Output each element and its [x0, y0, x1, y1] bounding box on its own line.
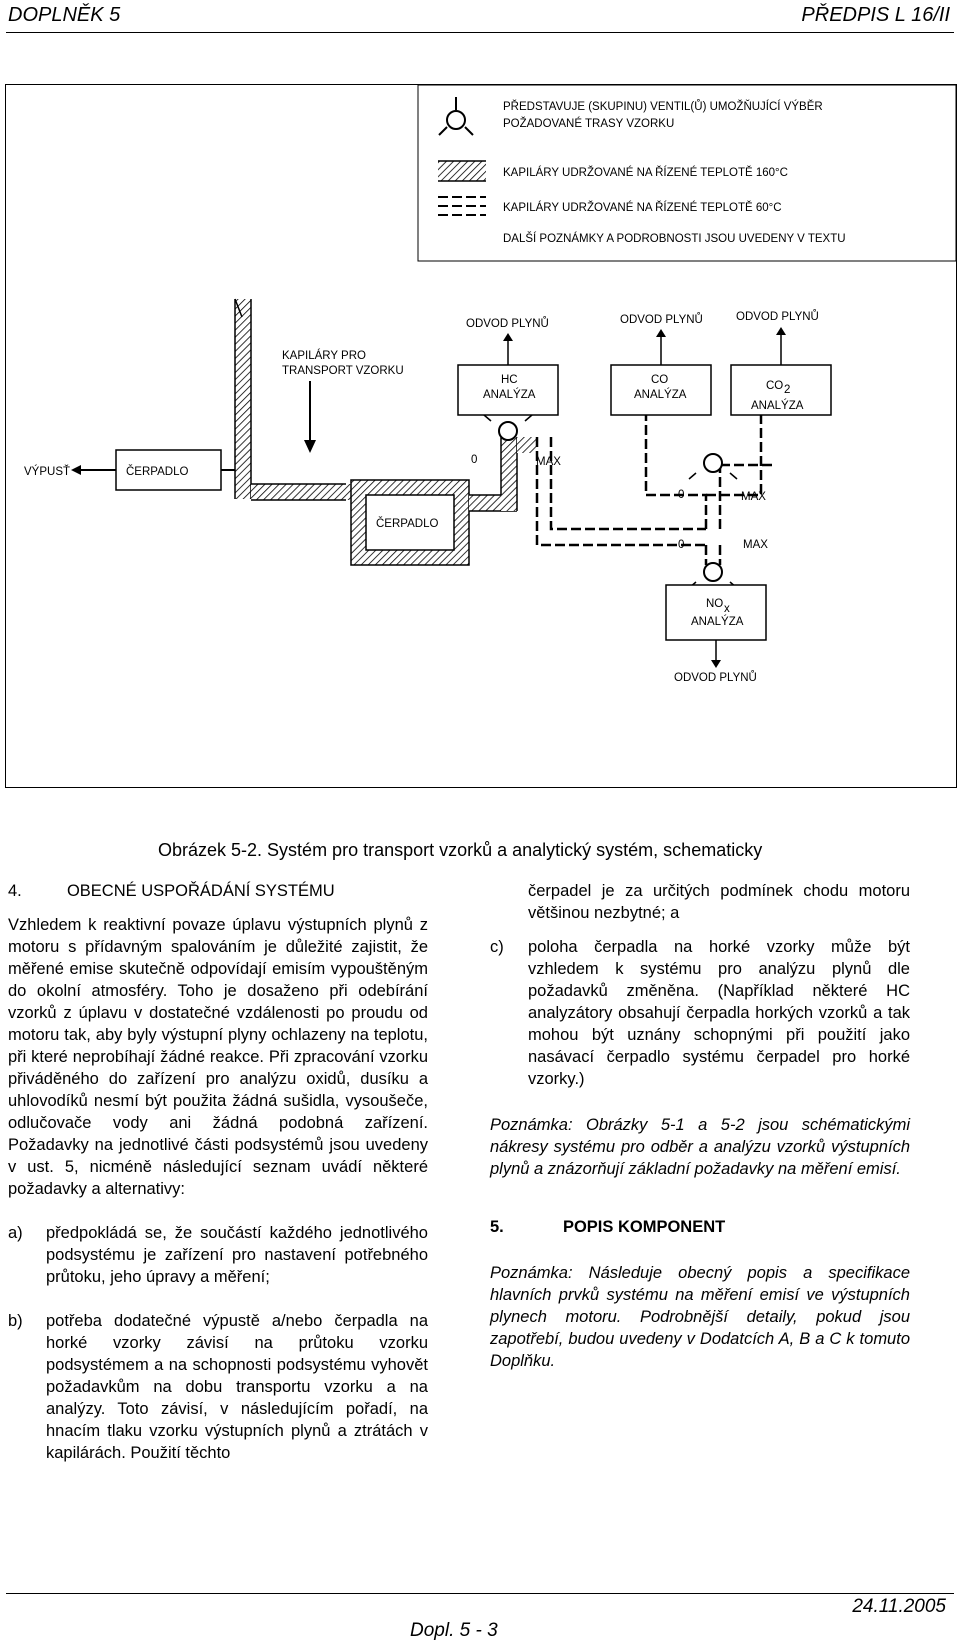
label-co-zero: 0 — [678, 489, 685, 501]
label-hc-1: HC — [501, 374, 518, 386]
co-valve-icon — [704, 454, 722, 472]
vent-hc-arrow-icon — [503, 333, 513, 341]
section-4-title: OBECNÉ USPOŘÁDÁNÍ SYSTÉMU — [66, 882, 335, 900]
label-vent-nox: ODVOD PLYNŮ — [674, 672, 757, 684]
header-rule — [6, 32, 954, 33]
list-item-b-label: b) — [8, 1312, 23, 1330]
vent-co2-arrow-icon — [776, 327, 786, 335]
section-4-number: 4. — [8, 882, 22, 900]
label-hc-zero: 0 — [471, 454, 478, 466]
section-5-heading — [490, 1216, 910, 1238]
right-column — [490, 880, 910, 1372]
label-co2-1: CO — [766, 380, 784, 392]
label-pump-center: ČERPADLO — [376, 518, 439, 530]
note-2: Poznámka: Následuje obecný popis a specifikace hlavních prvků systému na měření emisí ve výstupních plynech motoru. Podrobnější detaily, pokud jsou zapotřebí, budou uvedeny v Dodatcích A, B a C k tomuto Doplňku. — [490, 1264, 910, 1370]
section-5-number: 5. — [490, 1218, 504, 1236]
list-item-c — [490, 936, 910, 1090]
label-vent-co: ODVOD PLYNŮ — [620, 314, 703, 326]
label-capillary-1: KAPILÁRY PRO — [282, 350, 366, 362]
left-column — [8, 880, 428, 1464]
vent-co-arrow-icon — [656, 329, 666, 337]
label-pump-left: ČERPADLO — [126, 466, 189, 478]
legend-cap-60: KAPILÁRY UDRŽOVANÉ NA ŘÍZENÉ TEPLOTĚ 60°C — [503, 202, 782, 214]
label-vent-co2: ODVOD PLYNŮ — [736, 311, 819, 323]
header-right: PŘEDPIS L 16/II — [801, 4, 950, 26]
label-hc-max: MAX — [536, 456, 561, 468]
header-left: DOPLNĚK 5 — [8, 4, 121, 26]
label-co2-sub: 2 — [784, 384, 791, 396]
legend-valve-text-1: PŘEDSTAVUJE (SKUPINU) VENTIL(Ů) UMOŽŇUJÍCÍ VÝBĚR — [503, 101, 823, 113]
label-exhaust: VÝPUSŤ — [24, 466, 71, 478]
label-nox-1: NO — [706, 598, 724, 610]
nox-analyzer-box — [666, 585, 766, 640]
footer-rule — [6, 1593, 954, 1594]
section-4-heading — [8, 880, 428, 902]
label-nox-max: MAX — [743, 539, 768, 551]
list-item-b — [8, 1310, 428, 1464]
exhaust-arrow-icon — [71, 465, 81, 475]
label-co-1: CO — [651, 374, 669, 386]
legend-dashed-capillary — [438, 197, 486, 215]
legend-cap-160: KAPILÁRY UDRŽOVANÉ NA ŘÍZENÉ TEPLOTĚ 160°C — [503, 167, 788, 179]
figure-caption: Obrázek 5-2. Systém pro transport vzorků a analytický systém, schematicky — [158, 840, 763, 860]
legend-valve-text-2: POŽADOVANÉ TRASY VZORKU — [503, 118, 675, 130]
label-capillary-2: TRANSPORT VZORKU — [282, 365, 404, 377]
list-item-b-text: potřeba dodatečné výpustě a/nebo čerpadla na horké vzorky závisí na průtoku vzorku podsystémem a na schopnosti podsystému vyhovět požadavkům na dobu transportu vzorku a na analýzy. Toto závisí, v následujícím pořadí, na hnacím tlaku vzorku výstupních plynů a ztrátách v kapilárách. Použití těchto — [46, 1312, 428, 1462]
hc-valve-icon — [499, 422, 517, 440]
label-hc-2: ANALÝZA — [483, 389, 536, 401]
note-1: Poznámka: Obrázky 5-1 a 5-2 jsou schématickými nákresy systému pro odběr a analýzu vzorků výstupních plynů a znázorňují základní požadavky na měření emisí. — [490, 1116, 910, 1178]
dashed-capillary-network — [537, 415, 776, 565]
list-item-c-label: c) — [490, 938, 504, 956]
legend-valve-icon — [439, 97, 473, 135]
vent-nox-arrow-icon — [711, 660, 721, 668]
label-co-2: ANALÝZA — [634, 389, 687, 401]
footer-page-number: Dopl. 5 - 3 — [410, 1620, 498, 1641]
list-item-a-text: předpokládá se, že součástí každého jednotlivého podsystému je zařízení pro nastavení potřebného průtoku, jeho úpravy a měření; — [46, 1224, 428, 1286]
legend-hatched-capillary — [438, 161, 486, 181]
continuation-paragraph: čerpadel je za určitých podmínek chodu motoru většinou nezbytné; a — [528, 882, 910, 922]
section-4-paragraph: Vzhledem k reaktivní povaze úplavu výstupních plynů z motoru s přídavným spalováním je důležité zajistit, že měřené emise skutečně odpovídají emisím vypouštěným do okolní atmosféry. Toho je dosaženo při odebírání vzorků z úplavu v dostatečné vzdálenosti po proudu od motoru tak, aby byly výstupní plyny ochlazeny na teplotu, při které neprobíhají žádné reakce. Při zpracování vzorku přiváděného do zařízení pro analýzu oxidů, dusíku a uhlovodíků nesmí být použita žádná sušidla, vysoušeče, odlučovače vody ani žádná podobná zařízení. Požadavky na jednotlivé části podsystémů jsou uvedeny v ust. 5, nicméně následující seznam uvádí některé požadavky a alternativy: — [8, 916, 428, 1198]
label-co2-2: ANALÝZA — [751, 400, 804, 412]
label-nox-2: ANALÝZA — [691, 616, 744, 628]
capillary-arrow-icon — [304, 440, 316, 453]
legend-notes: DALŠÍ POZNÁMKY A PODROBNOSTI JSOU UVEDENY V TEXTU — [503, 233, 846, 245]
section-5-title: POPIS KOMPONENT — [562, 1218, 726, 1236]
list-item-a-label: a) — [8, 1224, 23, 1242]
label-nox-sub: x — [724, 603, 730, 615]
label-co-max: MAX — [741, 491, 766, 503]
nox-valve-icon — [704, 563, 722, 581]
footer-date: 24.11.2005 — [852, 1596, 946, 1617]
schematic-figure — [5, 84, 957, 788]
list-item-a — [8, 1222, 428, 1288]
label-nox-zero: 0 — [678, 539, 685, 551]
list-item-c-text: poloha čerpadla na horké vzorky může být vzhledem k systému pro analýzu plynů dle požadavků změněna. (Například některé HC analyzátory obsahují čerpadla horkých vzorků a tak mohou být uznány schopnými při použití jako nasávací čerpadlo systému čerpadel pro horké vzorky.) — [528, 938, 910, 1088]
schematic-diagram — [6, 85, 956, 787]
label-vent-hc: ODVOD PLYNŮ — [466, 318, 549, 330]
